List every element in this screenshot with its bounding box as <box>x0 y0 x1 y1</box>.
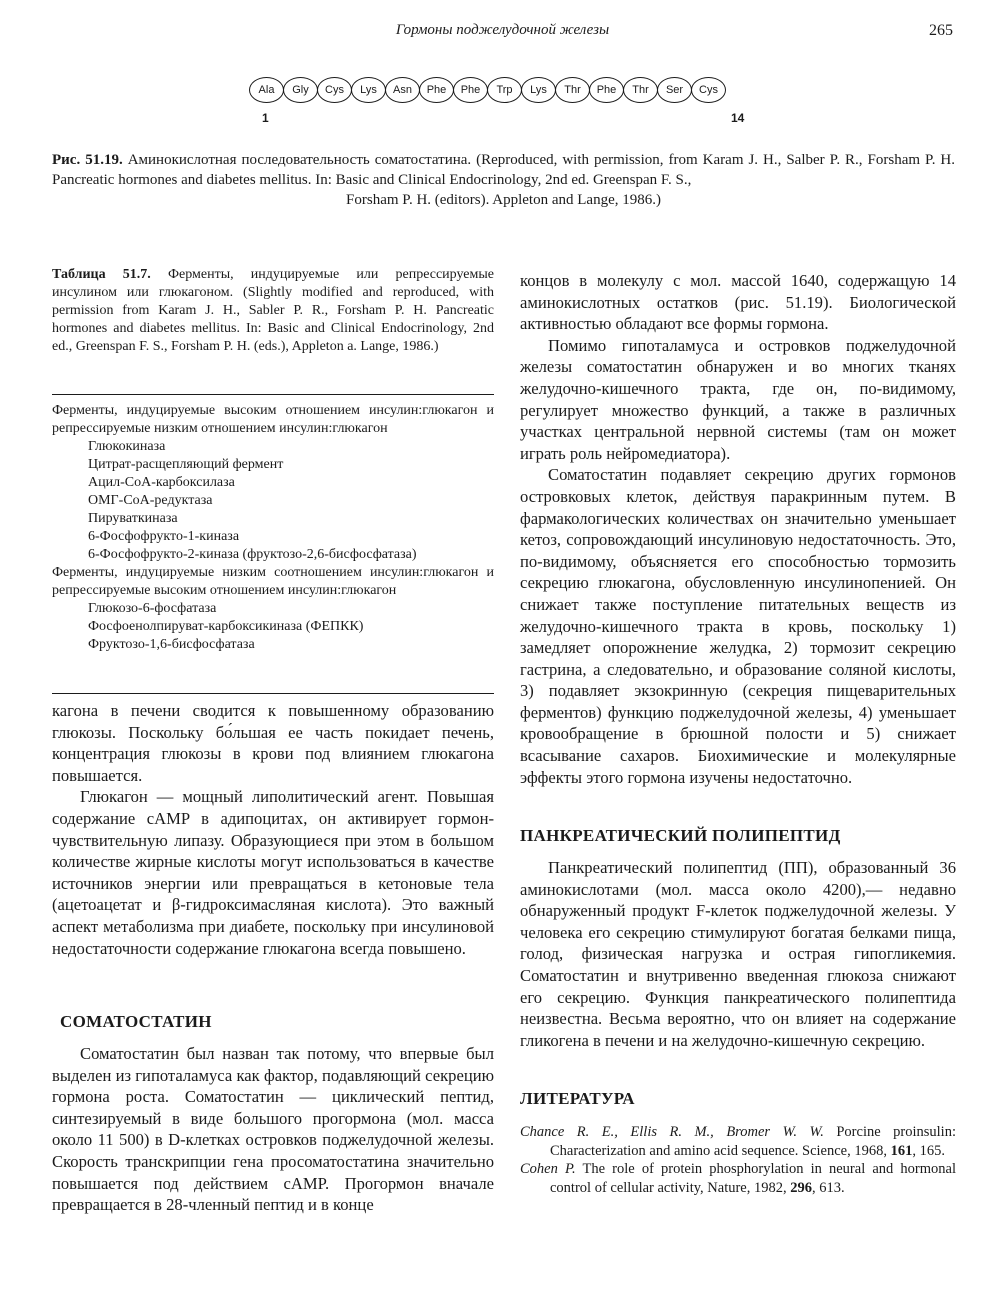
paragraph: Соматостатин подавляет секрецию других гормонов островковых клеток, действуя паракринным путем. В фармакологических количествах он значительно уменьшает кетоз, сопровождающий инсулиновую недостаточность. Это, по-видимому, объясняется его способностью тормозить секрецию глюкагона, обусловленную инсулинопенией. Он снижает также поступление питательных веществ из желудочно-кишечного тракта в кровь, поскольку 1) замедляет опорожнение желудка, 2) тормозит секрецию гастрина, а следовательно, и образование соляной кислоты, 3) подавляет экзокринную (секреция пищеварительных ферментов) функцию поджелудочной железы, 4) уменьшает кровообращение в брюшной полости и 5) снижает всасывание сахаров. Биохимические и молекулярные эффекты этого гормона изучены недостаточно. <box>520 465 956 787</box>
reference-item <box>520 1160 956 1197</box>
figure-caption <box>52 150 955 210</box>
section-heading-somatostatin: СОМАТОСТАТИН <box>60 1012 212 1031</box>
residue-14: Cys <box>691 77 726 103</box>
reference-authors: Chance R. E., Ellis R. M., Bromer W. W. <box>520 1124 824 1140</box>
figure-label: Рис. 51.19. <box>52 152 123 168</box>
residue-12: Thr <box>623 77 658 103</box>
residue-4: Lys <box>351 77 386 103</box>
right-column-top <box>520 270 956 788</box>
somatostatin-peptide-chain <box>250 77 760 103</box>
running-head: Гормоны поджелудочной железы <box>395 22 610 38</box>
peptide-start-label: 1 <box>262 111 269 125</box>
reference-pages: , 613. <box>812 1179 845 1196</box>
page-number: 265 <box>929 22 953 39</box>
section-heading-pancreatic-polypeptide: ПАНКРЕАТИЧЕСКИЙ ПОЛИПЕПТИД <box>520 826 841 845</box>
table-label: Таблица 51.7. <box>52 267 151 282</box>
residue-9: Lys <box>521 77 556 103</box>
paragraph: Соматостатин был назван так потому, что впервые был выделен из гипоталамуса как фактор, подавляющий секрецию гормона роста. Соматостатин — циклический пептид, синтезируемый в виде большого прогормона (мол. масса около 11 500) в D-клетках островков поджелудочной железы. Скорость транскрипции гена просоматостатина значительно повышается под действием cAMP. Прогормон вначале превращается в 28-членный пептид и в конце <box>52 1044 494 1215</box>
reference-volume: 161 <box>890 1142 913 1159</box>
figure-caption-text: Аминокислотная последовательность соматостатина. (Reproduced, with permission, from Karam J. H., Salber P. R., Forsham P. H. Pancreatic hormones and diabetes mellitus. In: Basic and Clinical Endocrinology, 2nd ed. Greenspan F. S., <box>52 152 955 188</box>
reference-text: Porcine proinsulin: Characterization and amino acid sequence. Science, 1968, <box>550 1124 956 1159</box>
table-item: Ацил-СоА-карбоксилаза <box>88 475 235 490</box>
table-item: Пируваткиназа <box>88 511 178 526</box>
table-item: Фосфоенолпируват-карбоксикиназа (ФЕПКК) <box>88 619 364 634</box>
residue-5: Asn <box>385 77 420 103</box>
reference-text: The role of protein phosphorylation in neural and hormonal control of cellular activity, Nature, 1982, <box>550 1161 956 1196</box>
residue-7: Phe <box>453 77 488 103</box>
paragraph: кагона в печени сводится к повышенному образованию глюкозы. Поскольку бо́льшая ее часть покидает печень, концентрация глюкозы в крови под влиянием глюкагона повышается. <box>52 701 494 785</box>
residue-2: Gly <box>283 77 318 103</box>
table-item: ОМГ-СоА-редуктаза <box>88 493 213 508</box>
residue-1: Ala <box>249 77 284 103</box>
table-group-title: Ферменты, индуцируемые высоким отношением инсулин:глюкагон и репрессируемые низким отношением инсулин:глюкагон <box>52 403 494 436</box>
residue-8: Trp <box>487 77 522 103</box>
table-bottom-rule <box>52 693 494 694</box>
reference-volume: 296 <box>790 1179 812 1196</box>
residue-13: Ser <box>657 77 692 103</box>
table-item: Глюкозо-6-фосфатаза <box>88 601 217 616</box>
figure-caption-last-line: Forsham P. H. (editors). Appleton and Lange, 1986.) <box>346 192 661 208</box>
table-item: Цитрат-расщепляющий фермент <box>88 457 284 472</box>
reference-item <box>520 1123 956 1160</box>
section-heading-literature: ЛИТЕРАТУРА <box>520 1089 635 1108</box>
residue-10: Thr <box>555 77 590 103</box>
right-column-middle <box>520 857 956 1051</box>
table-item: 6-Фосфофрукто-1-киназа <box>88 529 240 544</box>
table-item: Фруктозо-1,6-бисфосфатаза <box>88 637 255 652</box>
left-column-top <box>52 700 494 959</box>
table-caption-text: Ферменты, индуцируемые или репрессируемые инсулином или глюкагоном. (Slightly modified and reproduced, with permission from Karam J. H., Sabler P. R., Forsham P. H. Pancreatic hormones and diabetes mellitus. In: Basic and Clinical Endocrinology, 2nd ed., Greenspan F. S., Forsham P. H. (eds.), Appleton a. Lange, 1986.) <box>52 267 494 354</box>
table-item: Глюкокиназа <box>88 439 166 454</box>
reference-pages: , 165. <box>912 1142 945 1159</box>
paragraph: концов в молекулу с мол. массой 1640, содержащую 14 аминокислотных остатков (рис. 51.19). Биологической активностью обладают все формы гормона. <box>520 271 956 334</box>
residue-3: Cys <box>317 77 352 103</box>
residue-11: Phe <box>589 77 624 103</box>
paragraph: Панкреатический полипептид (ПП), образованный 36 аминокислотами (мол. масса около 4200),— недавно обнаруженный продукт F-клеток поджелудочной железы. У человека его секрецию стимулируют богатая белками пища, голод, физическая нагрузка и острая гипогликемия. Соматостатин и внутривенно введенная глюкоза снижают его секрецию. Функция панкреатического полипептида неизвестна. Весьма вероятно, что он влияет на содержание гликогена в печени и на желудочно-кишечную секрецию. <box>520 858 956 1050</box>
reference-authors: Cohen P. <box>520 1161 576 1177</box>
peptide-end-label: 14 <box>731 111 745 125</box>
table-top-rule <box>52 394 494 395</box>
table-group-title: Ферменты, индуцируемые низким соотношением инсулин:глюкагон и репрессируемые высоким отношением инсулин:глюкагон <box>52 565 494 598</box>
paragraph: Помимо гипоталамуса и островков поджелудочной железы соматостатин обнаружен и во многих тканях желудочно-кишечного тракта, где он, по-видимому, регулирует множество функций, а также в различных участках центральной нервной системы (там он может играть роль нейромедиатора). <box>520 335 956 463</box>
table-item: 6-Фосфофрукто-2-киназа (фруктозо-2,6-бисфосфатаза) <box>88 547 417 562</box>
table-caption <box>52 266 494 356</box>
enzyme-table <box>52 402 494 654</box>
left-column-bottom <box>52 1043 494 1216</box>
residue-6: Phe <box>419 77 454 103</box>
references-list <box>520 1123 956 1197</box>
paragraph: Глюкагон — мощный липолитический агент. Повышая содержание cAMP в адипоцитах, он активирует гормон-чувствительную липазу. Образующиеся при этом в большом количестве жирные кислоты могут использоваться в качестве источников энергии или превращаться в кетоновые тела (ацетоацетат и β-гидроксимасляная кислота). Это важный аспект метаболизма при диабете, поскольку при инсулиновой недостаточности содержание глюкагона всегда повышено. <box>52 787 494 958</box>
